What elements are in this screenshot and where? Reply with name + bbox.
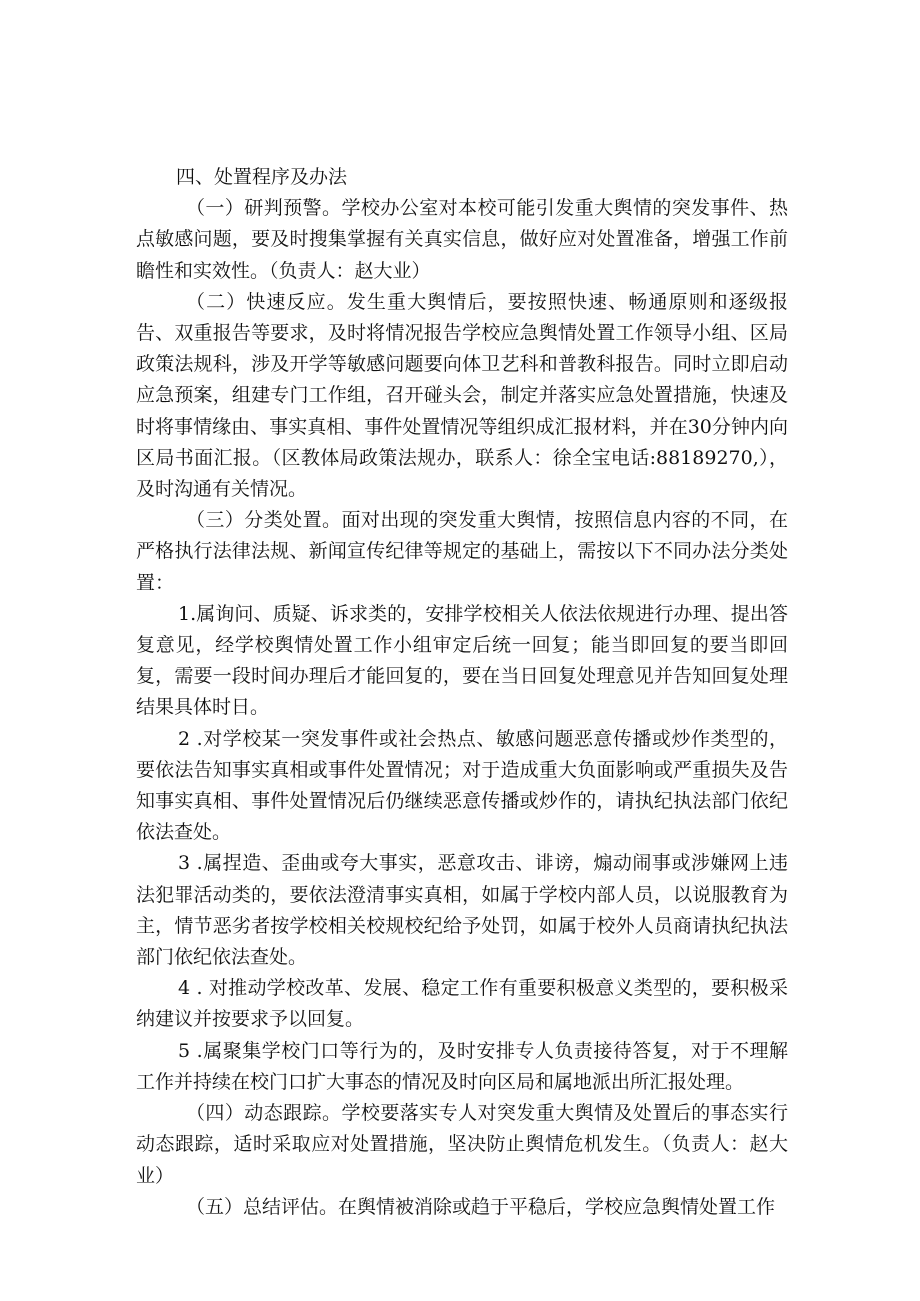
list-item-positive-suggestion: 4 . 对推动学校改革、发展、稳定工作有重要积极意义类型的，要积极采纳建议并按要求予以回复。 — [136, 977, 788, 1031]
document-body — [136, 162, 788, 1223]
section-heading: 四、处置程序及办法 — [176, 166, 348, 188]
list-item-inquiry: 1.属询问、质疑、诉求类的，安排学校相关人依法依规进行办理、提出答复意见，经学校舆情处置工作小组审定后统一回复；能当即回复的要当即回复，需要一段时间办理后才能回复的，要在当日回复处理意见并告知回复处理结果具体时日。 — [136, 602, 788, 719]
paragraph-research-warning: （一）研判预警。学校办公室对本校可能引发重大舆情的突发事件、热点敏感问题，要及时搜集掌握有关真实信息，做好应对处置准备，增强工作前瞻性和实效性。（负责人：赵大业） — [136, 197, 788, 282]
paragraph-classified-handling: （三）分类处置。面对出现的突发重大舆情，按照信息内容的不同，在严格执行法律法规、新闻宣传纪律等规定的基础上，需按以下不同办法分类处置： — [136, 509, 788, 594]
paragraph-summary-evaluation: （五）总结评估。在舆情被消除或趋于平稳后，学校应急舆情处置工作 — [186, 1195, 776, 1218]
list-item-gathering: 5 .属聚集学校门口等行为的，及时安排专人负责接待答复，对于不理解工作并持续在校门口扩大事态的情况及时向区局和属地派出所汇报处理。 — [136, 1039, 788, 1093]
list-item-malicious-spread: 2 .对学校某一突发事件或社会热点、敏感问题恶意传播或炒作类型的，要依法告知事实真相或事件处置情况；对于造成重大负面影响或严重损失及告知事实真相、事件处置情况后仍继续恶意传播或炒作的，请执纪执法部门依纪依法查处。 — [136, 727, 788, 844]
paragraph-rapid-response: （二）快速反应。发生重大舆情后，要按照快速、畅通原则和逐级报告、双重报告等要求，及时将情况报告学校应急舆情处置工作领导小组、区局政策法规科，涉及开学等敏感问题要向体卫艺科和普教科报告。同时立即启动应急预案，组建专门工作组，召开碰头会，制定并落实应急处置措施，快速及时将事情缘由、事实真相、事件处置情况等组织成汇报材料，并在30分钟内向区局书面汇报。（区教体局政策法规办，联系人：徐全宝电话:88189270,），及时沟通有关情况。 — [136, 290, 788, 501]
list-item-fabrication: 3 .属捏造、歪曲或夸大事实，恶意攻击、诽谤，煽动闹事或涉嫌网上违法犯罪活动类的，要依法澄清事实真相，如属于学校内部人员，以说服教育为主，情节恶劣者按学校相关校规校纪给予处罚，如属于校外人员商请执纪执法部门依纪依法查处。 — [136, 852, 788, 969]
paragraph-dynamic-tracking: （四）动态跟踪。学校要落实专人对突发重大舆情及处置后的事态实行动态跟踪，适时采取应对处置措施，坚决防止舆情危机发生。（负责人：赵大业） — [136, 1102, 788, 1187]
